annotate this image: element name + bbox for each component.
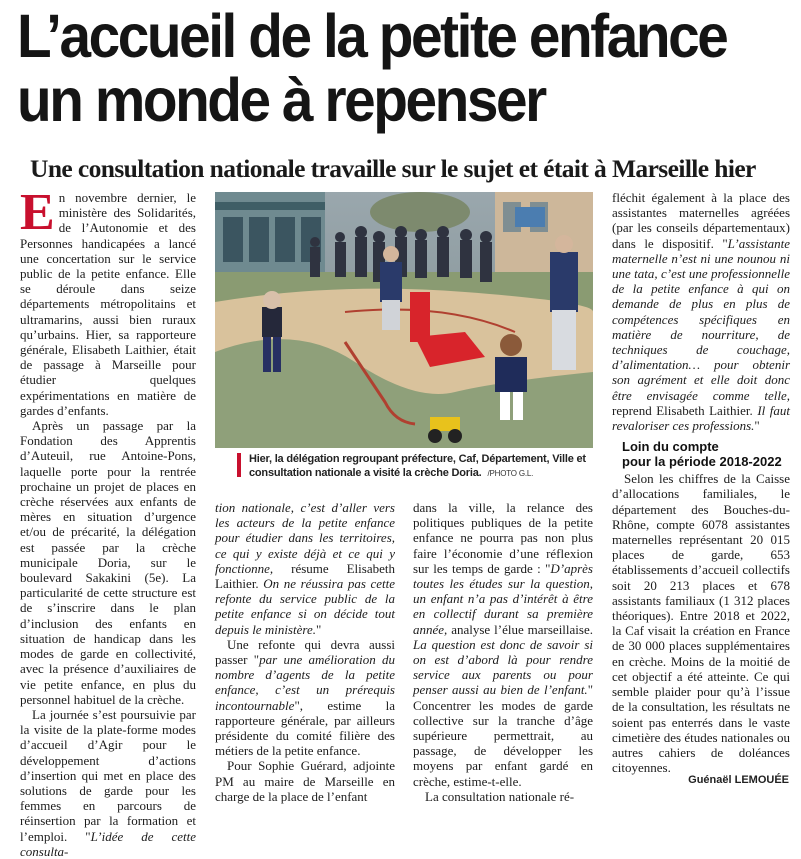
- subtitle-line-1: Loin du compte: [622, 439, 719, 455]
- quote-text: tion nationale, c’est d’aller vers les acteurs de la petite enfance pour étudier dans les territoires, ce qui y existe déjà et ce qui y fonctionne,: [215, 500, 395, 576]
- paragraph: Après un passage par la Fondation des Apprentis d’Auteuil, rue Antoine-Pons, laquelle porte pour la rentrée prochaine un projet de places en crèche réservées aux enfants de mères en situation d’urgence et/ou de précarité, la délégation est passée par la crèche municipale Doria, sur le boulevard Sakakini (5e). La particularité de cette structure est de s’inscrire dans le plan d’inclusion des enfants en situation de handicap dans les modes de garde en collectivité, avec la présence d’auxiliaires de vie petite enfance, en plus du personnel habituel de la crèche.: [20, 418, 196, 707]
- paragraph-text: n novembre dernier, le ministère des Solidarités, de l’Autonomie et des Personnes handicapées a lancé une concertation sur le service public de la petite enfance. Elle se déroule dans seize départements métropolitains et ultramarins, aussi bien ruraux qu’urbains. Hier, sa rapporteure générale, Elisabeth Laithier, était de passage à Marseille pour étudier quelques expérimentations en matière de gardes d’enfants.: [20, 190, 196, 418]
- paragraph-lead: [20, 184, 196, 418]
- paragraph: [413, 500, 593, 789]
- quote-text: La question est donc de savoir si on est d’abord là pour rendre service aux parents ou pour penser aussi au bien de l’enfant.: [413, 636, 593, 698]
- creche-playground-image: [215, 192, 593, 448]
- author-byline: Guénaël LEMOUÉE: [688, 774, 789, 786]
- paragraph-text: reprend Elisabeth Laithier.: [612, 402, 758, 418]
- paragraph-text: ", estime la rapporteure générale, par ailleurs présidente du comité filière des métiers de la petite enfance.: [215, 697, 395, 759]
- paragraph: [20, 707, 196, 859]
- subtitle-line-2: pour la période 2018-2022: [622, 454, 782, 470]
- quote-text: L’assistante maternelle n’est ni une nounou ni une tata, c’est une professionnelle de la petite enfance à qui on demande de plus en plus de compétences spécifiques en matière de nourriture, de techniques de couchage, d’alimentation… pour obtenir son agrément et elle doit donc être envisagée comme telle,: [612, 235, 790, 403]
- paragraph: [215, 637, 395, 759]
- section-subtitle: [622, 439, 790, 469]
- headline: [17, 4, 742, 132]
- paragraph-text: dans la ville, la relance des politiques publiques de la petite enfance ne pourra pas non plus faire l’économie d’une réflexion sur les temps de garde : ": [413, 500, 593, 576]
- caption-line: Hier, la délégation regroupant préfecture, Caf, Département, Ville et consultation nationale a visité la crèche Doria.: [249, 453, 586, 479]
- quote-text: L’idée de cette consulta-: [20, 828, 196, 859]
- article-column-4: [612, 190, 790, 775]
- paragraph-text: ": [754, 418, 760, 434]
- photo-caption: [215, 450, 593, 496]
- headline-line-1: L’accueil de la petite enfance: [17, 2, 727, 70]
- article-column-3: [413, 500, 593, 804]
- drop-cap: E: [20, 184, 55, 241]
- paragraph: Pour Sophie Guérard, adjointe PM au maire de Marseille en charge de la place de l’enfant: [215, 758, 395, 804]
- paragraph: [612, 190, 790, 433]
- paragraph-text: La journée s’est poursuivie par la visite de la plate-forme modes d’accueil d’Agir pour le développement d’actions d’insertion qui met en place des solutions de garde pour les femmes en parcours de réinsertion par la formation et l’emploi. ": [20, 706, 196, 844]
- paragraph-text: " Concentrer les modes de garde collective sur la tranche d’âge supérieure permettrait, au passage, de développer les moyens par enfant gardé en crèche, estime-t-elle.: [413, 682, 593, 789]
- subheadline: Une consultation nationale travaille sur le sujet et était à Marseille hier: [30, 154, 756, 183]
- paragraph: [215, 500, 395, 637]
- paragraph-text: fléchit également à la place des assistantes maternelles agréées (par les conseils départementaux) dans le dispositif. ": [612, 190, 790, 251]
- caption-text: [249, 452, 589, 481]
- paragraph-text: analyse l’élue marseillaise.: [447, 621, 593, 637]
- paragraph-text: résume Elisabeth Laithier.: [215, 560, 395, 592]
- article-photo: [215, 192, 593, 448]
- quote-text: Il faut revaloriser ces professions.: [612, 402, 790, 434]
- quote-text: On ne réussira pas cette refonte du service public de la petite enfance si on décide tout depuis le ministère.: [215, 576, 396, 637]
- paragraph: La consultation nationale ré-: [425, 788, 575, 804]
- headline-line-2: un monde à repenser: [17, 66, 545, 134]
- article-column-1: [20, 184, 196, 859]
- paragraph-text: ": [315, 621, 322, 637]
- article-column-2: [215, 500, 395, 804]
- caption-accent-bar: [237, 453, 241, 477]
- photo-credit: /PHOTO G.L.: [487, 469, 534, 478]
- quote-text: D’après toutes les études sur la question, un enfant n’a pas d’intérêt à être en collectif durant sa première année,: [413, 560, 593, 637]
- paragraph-text: Une refonte qui devra aussi passer ": [215, 636, 395, 668]
- paragraph: Selon les chiffres de la Caisse d’allocations familiales, le département des Bouches-du-Rhône, compte 6078 assistantes maternelles représentant 20 015 places de garde, 653 établissements d’accueil collectifs soit 20 213 places et 678 assistants familiaux (1 312 places théoriques). Entre 2018 et 2022, la Caf visait la création en France de 30 000 places supplémentaires en crèche. Moins de la moitié de cet objectif a été atteinte. Ce qui semble plaider pour qu’à l’issue de la consultation, les résultats ne soient pas enterrés dans le vaste cimetière des études nationales ou autres cahiers de doléances citoyennes.: [612, 471, 790, 776]
- quote-text: par une amélioration du nombre d’agents de la petite enfance, c’est un prérequis incontournable: [215, 652, 396, 713]
